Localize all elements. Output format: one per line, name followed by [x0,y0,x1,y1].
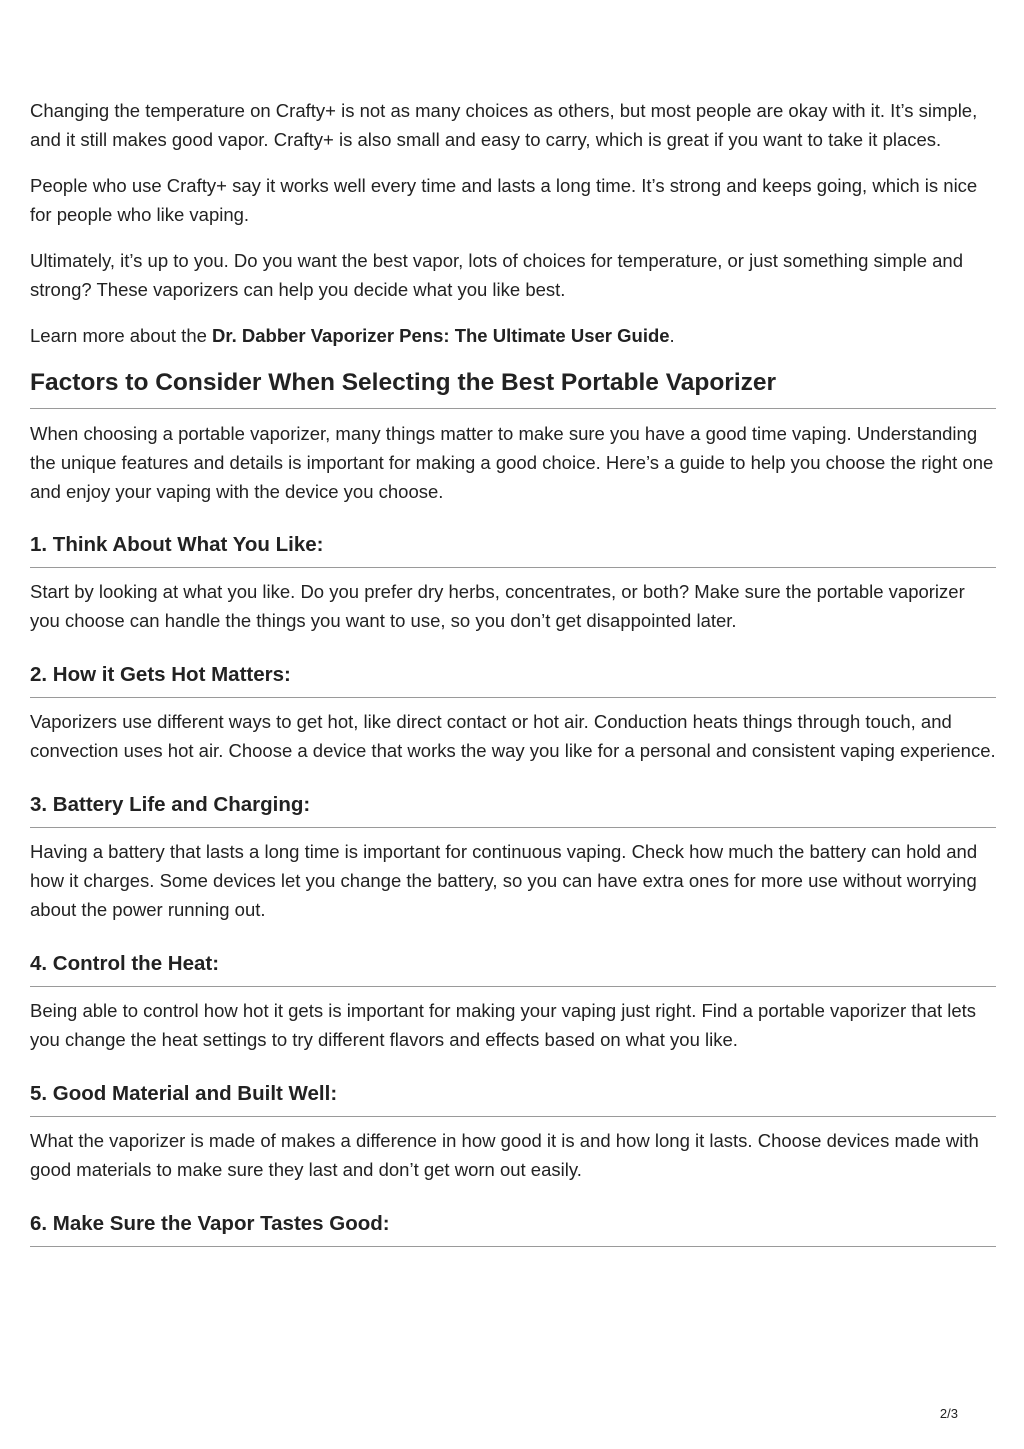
document-page [30,96,996,1247]
page-number: 2/3 [939,1406,958,1421]
factor-body-1: Start by looking at what you like. Do you prefer dry herbs, concentrates, or both? Make sure the portable vaporizer you choose can handle the things you want to use, so you don’t get disappointed later. [30,581,965,631]
intro-paragraph-2: People who use Crafty+ say it works well every time and lasts a long time. It’s strong and keeps going, which is nice for people who like vaping. [30,175,978,225]
factor-body-4: Being able to control how hot it gets is important for making your vaping just right. Find a portable vaporizer that lets you change the heat settings to try different flavors and effects based on what you like. [30,1000,977,1050]
section-heading: Factors to Consider When Selecting the Best Portable Vaporizer [30,367,996,409]
factor-body-5: What the vaporizer is made of makes a difference in how good it is and how long it lasts. Choose devices made with good materials to make sure they last and don’t get worn out easily. [30,1130,979,1180]
factor-heading-2: 2. How it Gets Hot Matters: [30,661,996,698]
factor-heading-1: 1. Think About What You Like: [30,531,996,568]
intro-paragraph-3: Ultimately, it’s up to you. Do you want the best vapor, lots of choices for temperature, or just something simple and strong? These vaporizers can help you decide what you like best. [30,250,963,300]
learn-more-suffix: . [669,325,675,346]
factor-heading-3: 3. Battery Life and Charging: [30,791,996,828]
learn-more-prefix: Learn more about the [30,325,213,346]
learn-more-link[interactable]: Dr. Dabber Vaporizer Pens: The Ultimate User Guide [212,325,670,346]
factor-heading-4: 4. Control the Heat: [30,950,996,987]
factor-heading-5: 5. Good Material and Built Well: [30,1080,996,1117]
section-body: When choosing a portable vaporizer, many things matter to make sure you have a good time vaping. Understanding the unique features and details is important for making a good choice. Here’s a guide to help you choose the right one and enjoy your vaping with the device you choose. [30,423,994,502]
factor-body-2: Vaporizers use different ways to get hot, like direct contact or hot air. Conduction heats things through touch, and convection uses hot air. Choose a device that works the way you like for a personal and consistent vaping experience. [30,711,996,761]
learn-more-paragraph [30,321,996,350]
factor-body-3: Having a battery that lasts a long time is important for continuous vaping. Check how much the battery can hold and how it charges. Some devices let you change the battery, so you can have extra ones for more use without worrying about the power running out. [30,841,978,920]
intro-paragraph-1: Changing the temperature on Crafty+ is not as many choices as others, but most people are okay with it. It’s simple, and it still makes good vapor. Crafty+ is also small and easy to carry, which is great if you want to take it places. [30,100,978,150]
factor-heading-6: 6. Make Sure the Vapor Tastes Good: [30,1210,996,1247]
